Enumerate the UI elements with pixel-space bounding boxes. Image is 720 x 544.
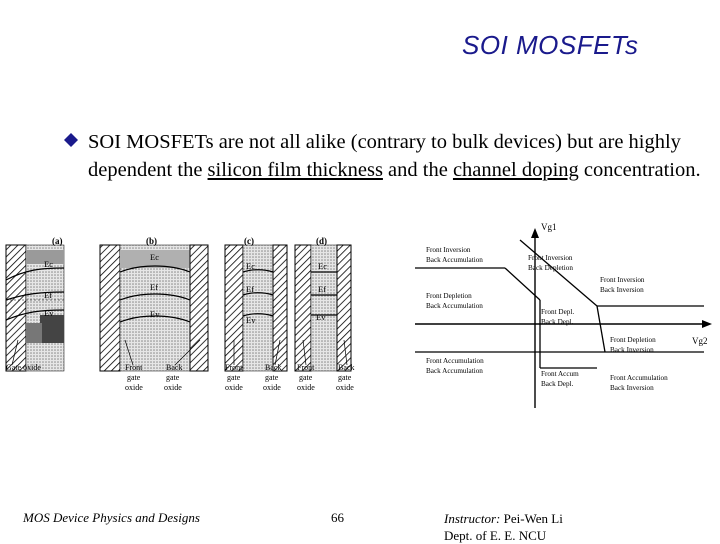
back-gate-oxide-label-1: Back bbox=[166, 363, 183, 372]
region-label: Front Inversion bbox=[600, 276, 645, 284]
level-label: Ec bbox=[246, 261, 255, 271]
bullet-text-part: concentration. bbox=[578, 159, 701, 181]
mode-diagram bbox=[415, 222, 712, 408]
footer-course: MOS Device Physics and Designs bbox=[23, 510, 200, 525]
panel-label-c: (c) bbox=[244, 236, 254, 246]
level-label: Ef bbox=[318, 284, 327, 294]
back-gate-oxide-label-2: gate bbox=[338, 373, 352, 382]
level-label: Ec bbox=[150, 252, 159, 262]
front-gate-oxide-label-3: oxide bbox=[225, 383, 243, 392]
bullet-text bbox=[88, 128, 704, 184]
front-gate-oxide-label-2: gate bbox=[299, 373, 313, 382]
level-label: Ec bbox=[318, 261, 327, 271]
level-label: Ec bbox=[44, 259, 53, 269]
vg2-arrow-icon bbox=[702, 320, 712, 328]
vg1-arrow-icon bbox=[531, 228, 539, 238]
back-gate-oxide-label-3: oxide bbox=[164, 383, 182, 392]
front-gate-oxide-label-1: Front bbox=[225, 363, 243, 372]
underlined-term-film-thickness: silicon film thickness bbox=[207, 159, 383, 181]
bullet-text-part: and the bbox=[382, 159, 453, 181]
front-gate-oxide-label-1: Front bbox=[125, 363, 143, 372]
back-gate-oxide-label-1: Back bbox=[265, 363, 282, 372]
underlined-term-channel-doping: channel doping bbox=[452, 159, 579, 181]
bullet-text-part: SOI MOSFETs are not all alike (contrary to bulk devices) but are highly dependent the bbox=[88, 131, 681, 181]
region-label: Back Accumulation bbox=[426, 302, 483, 310]
gate-oxide-label: Gate oxide bbox=[6, 363, 41, 372]
front-gate-oxide-label-2: gate bbox=[227, 373, 241, 382]
region-label: Back Inversion bbox=[610, 346, 654, 354]
vg2-label: Vg2 bbox=[692, 336, 708, 346]
instructor-name: Pei-Wen Li bbox=[500, 511, 563, 526]
level-label: Ef bbox=[44, 290, 53, 300]
soi-figure bbox=[0, 220, 720, 410]
front-gate-oxide-label-1: Front bbox=[297, 363, 315, 372]
slide-title: SOI MOSFETs bbox=[462, 30, 639, 60]
footer-page-number: 66 bbox=[331, 510, 344, 525]
region-label: Back Accumulation bbox=[426, 256, 483, 264]
region-label: Back Inversion bbox=[600, 286, 644, 294]
back-gate-oxide-label-2: gate bbox=[166, 373, 180, 382]
footer-instructor bbox=[444, 510, 563, 544]
department: Dept. of E. E. NCU bbox=[444, 528, 547, 543]
level-label: Ev bbox=[316, 312, 326, 322]
region-label: Back Accumulation bbox=[426, 367, 483, 375]
band-panel-a bbox=[6, 245, 64, 371]
bullet-point bbox=[64, 128, 704, 184]
region-label: Front Depletion bbox=[610, 336, 656, 344]
panel-label-b: (b) bbox=[146, 236, 157, 246]
back-gate-oxide-label-3: oxide bbox=[263, 383, 281, 392]
panel-label-d: (d) bbox=[316, 236, 327, 246]
instructor-label: Instructor: bbox=[444, 511, 501, 526]
panel-label-a: (a) bbox=[52, 236, 63, 246]
band-panel-b bbox=[100, 245, 208, 371]
region-label: Front Depletion bbox=[426, 292, 472, 300]
region-label: Front Inversion bbox=[426, 246, 471, 254]
back-gate-oxide-label-1: Back bbox=[338, 363, 355, 372]
level-label: Ev bbox=[44, 308, 54, 318]
region-label: Back Depletion bbox=[528, 264, 573, 272]
level-label: Ev bbox=[150, 309, 160, 319]
back-gate-oxide-label-2: gate bbox=[265, 373, 279, 382]
vg1-label: Vg1 bbox=[541, 222, 557, 232]
region-label: Front Accumulation bbox=[426, 357, 484, 365]
level-label: Ef bbox=[150, 282, 159, 292]
region-label: Front Depl. bbox=[541, 308, 575, 316]
region-label: Back Depl. bbox=[541, 318, 574, 326]
front-gate-oxide-label-2: gate bbox=[127, 373, 141, 382]
level-label: Ev bbox=[246, 315, 256, 325]
diamond-bullet-icon bbox=[64, 133, 78, 147]
region-label: Front Inversion bbox=[528, 254, 573, 262]
region-label: Back Depl. bbox=[541, 380, 574, 388]
region-label: Back Inversion bbox=[610, 384, 654, 392]
region-label: Front Accum bbox=[541, 370, 579, 378]
region-label: Front Accumulation bbox=[610, 374, 668, 382]
level-label: Ef bbox=[246, 284, 255, 294]
front-gate-oxide-label-3: oxide bbox=[297, 383, 315, 392]
front-gate-oxide-label-3: oxide bbox=[125, 383, 143, 392]
back-gate-oxide-label-3: oxide bbox=[336, 383, 354, 392]
band-diagram bbox=[6, 236, 354, 392]
